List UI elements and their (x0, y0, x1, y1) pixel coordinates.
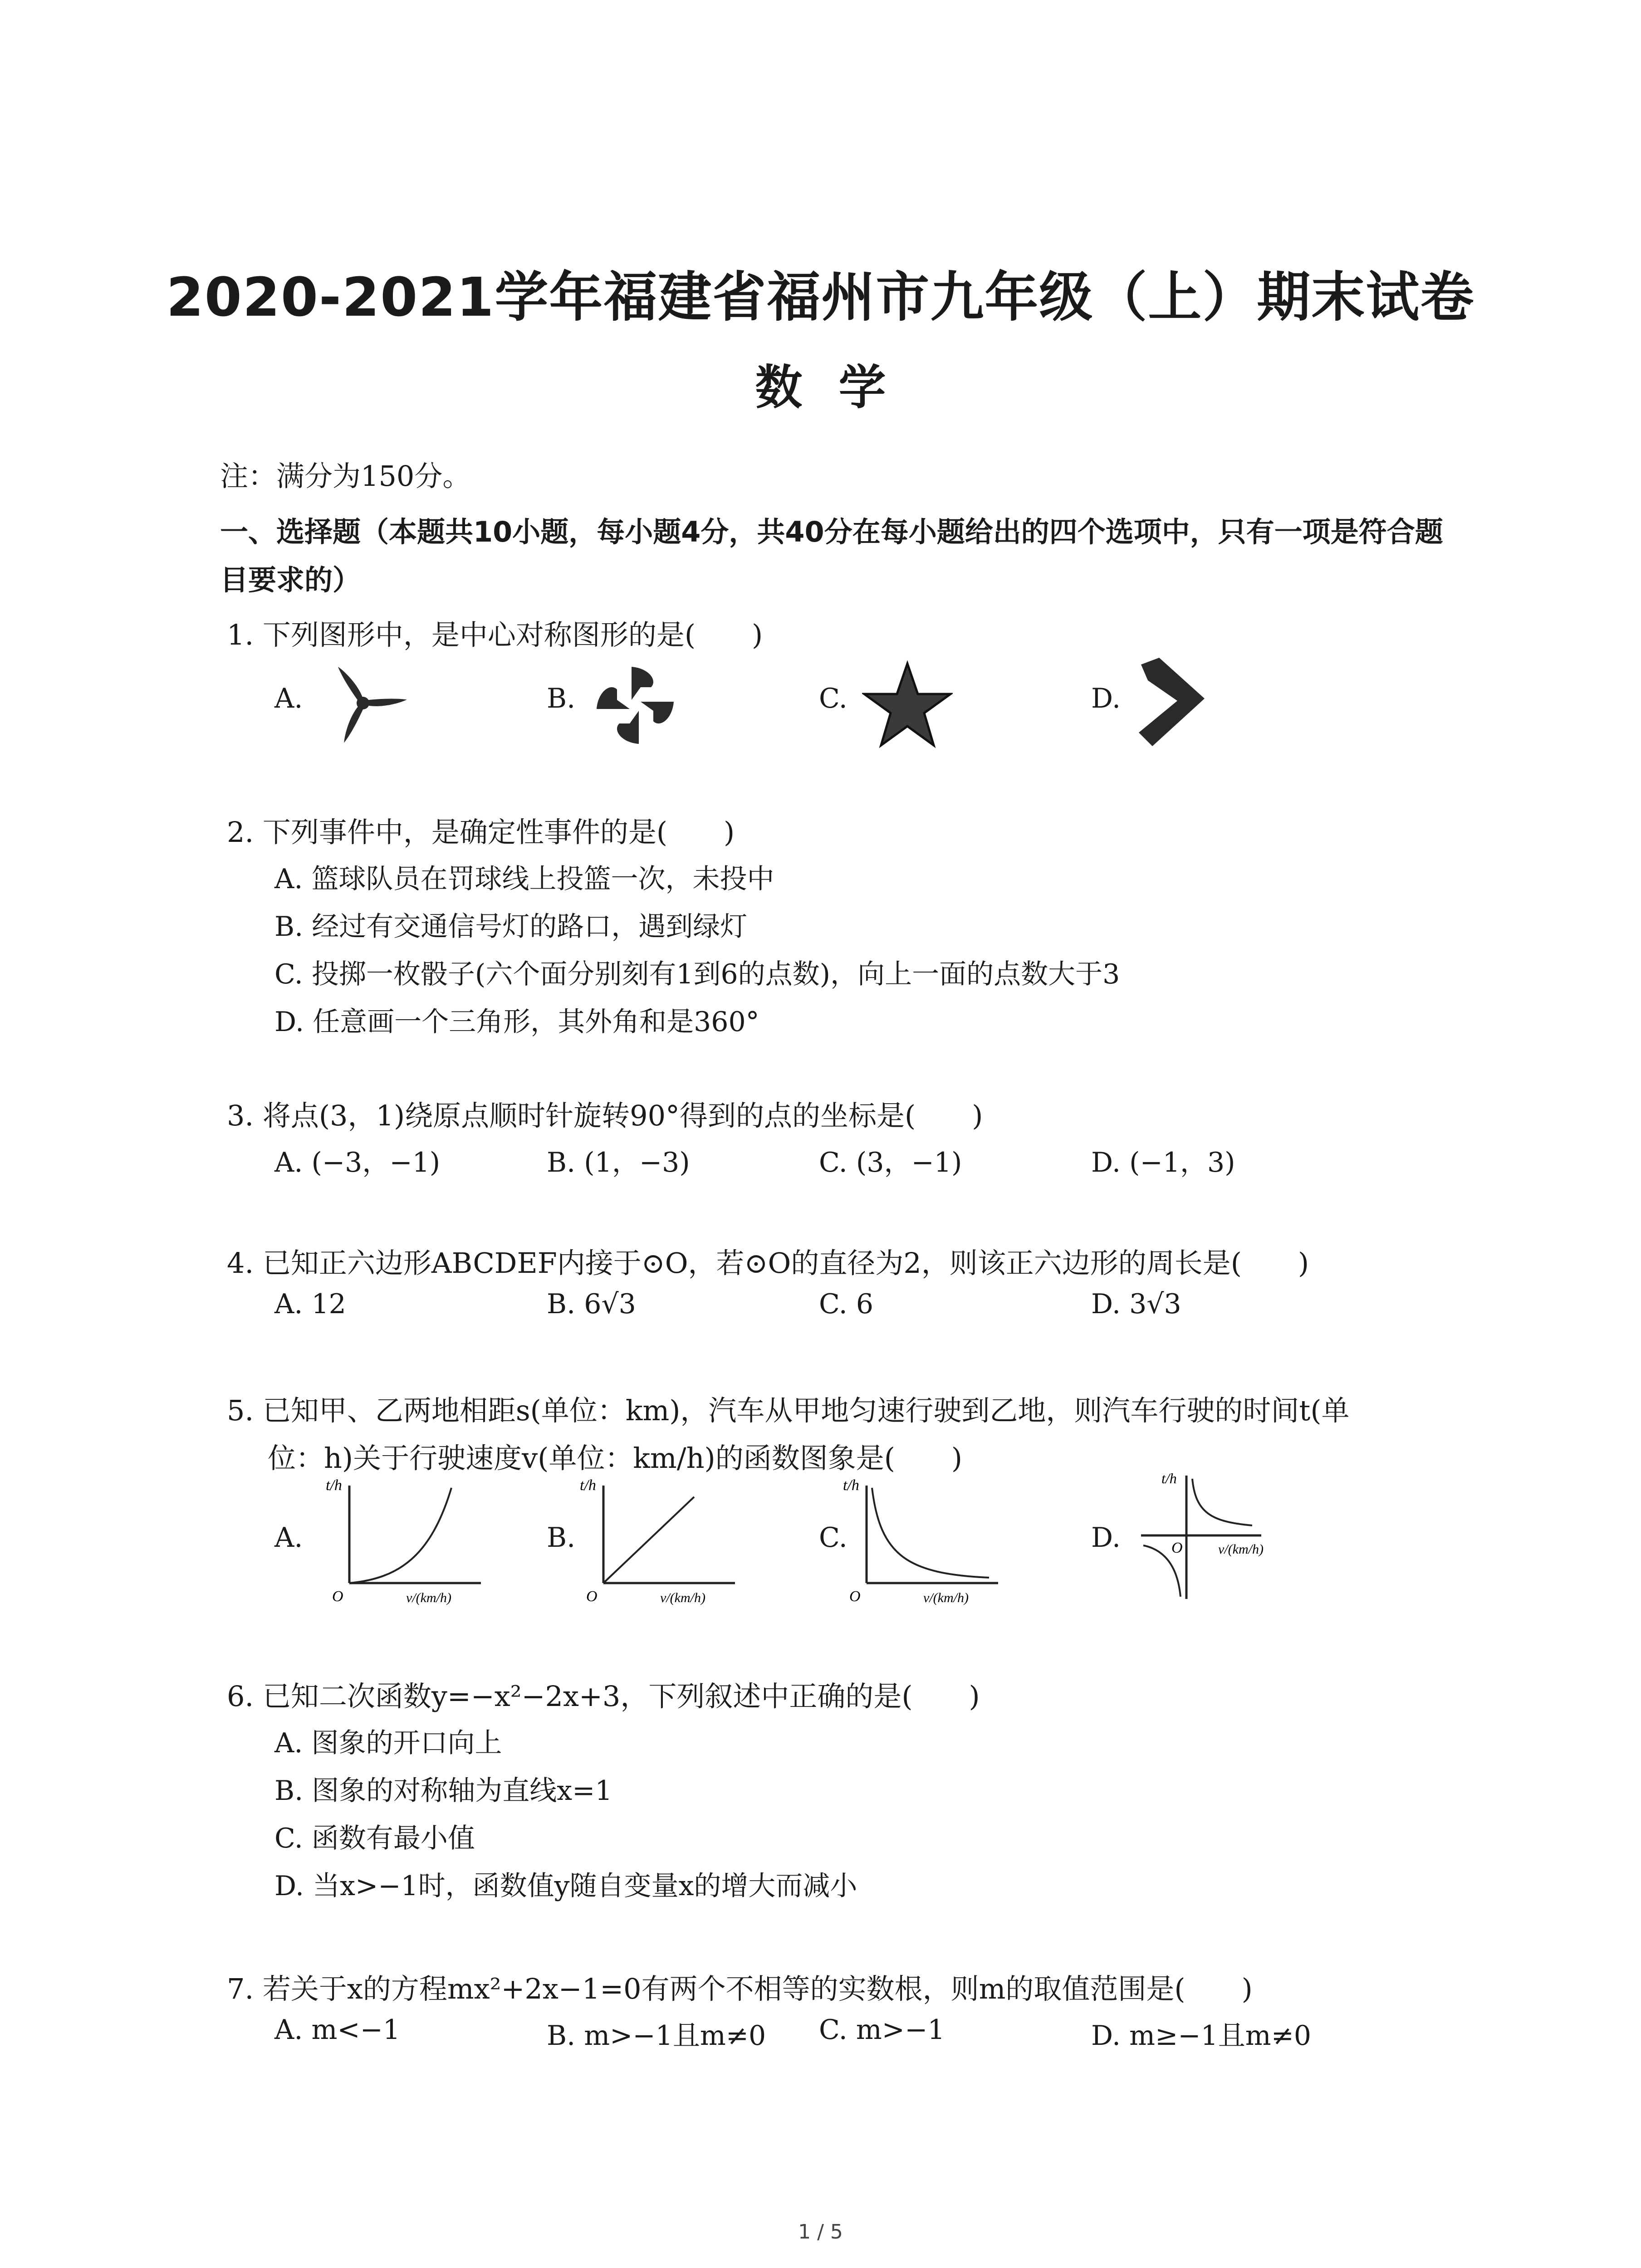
exam-title: 2020-2021学年福建省福州市九年级（上）期末试卷 (166, 266, 1475, 328)
question-3-option-d: D. (−1，3) (1091, 1147, 1235, 1178)
question-6-option-b: B. 图象的对称轴为直线x=1 (274, 1775, 612, 1807)
pinwheel-figure (590, 660, 681, 751)
question-3-option-b: B. (1，−3) (547, 1147, 690, 1178)
graph-a (322, 1470, 485, 1606)
graph-d-y-label: t/h (1161, 1470, 1177, 1486)
question-1-option-b: B. (547, 683, 576, 714)
question-6-option-a: A. 图象的开口向上 (274, 1727, 502, 1759)
question-7-option-b: B. m>−1且m≠0 (547, 2020, 766, 2052)
graph-b-origin: O (586, 1588, 598, 1605)
page-number: 1 / 5 (798, 2220, 843, 2244)
question-5-option-b: B. (547, 1522, 576, 1554)
section-heading: 一、选择题（本题共10小题，每小题4分，共40分在每小题给出的四个选项中，只有一项是符合题目要求的） (220, 515, 1443, 596)
question-4-option-a: A. 12 (274, 1288, 346, 1320)
graph-d (1134, 1467, 1298, 1603)
question-5-stem-line-2: 位：h)关于行驶速度v(单位：km/h)的函数图象是( ) (268, 1442, 963, 1475)
question-1-stem: 1. 下列图形中，是中心对称图形的是( ) (227, 618, 763, 651)
question-5-stem-line-1: 5. 已知甲、乙两地相距s(单位：km)，汽车从甲地匀速行驶到乙地，则汽车行驶的时间t(单 (227, 1394, 1350, 1427)
question-3-option-a: A. (−3，−1) (274, 1147, 441, 1178)
question-1-option-c: C. (819, 683, 847, 714)
graph-a-origin: O (332, 1588, 343, 1605)
exam-subject: 数学 (755, 360, 922, 415)
graph-a-y-label: t/h (326, 1477, 342, 1494)
question-1-option-d: D. (1091, 683, 1121, 714)
question-4-option-c: C. 6 (819, 1288, 874, 1320)
question-2-stem: 2. 下列事件中，是确定性事件的是( ) (227, 816, 735, 849)
graph-d-x-label: v/(km/h) (1218, 1542, 1264, 1557)
question-7-option-d: D. m≥−1且m≠0 (1091, 2020, 1312, 2052)
graph-d-origin: O (1171, 1540, 1183, 1556)
question-2-option-d: D. 任意画一个三角形，其外角和是360° (274, 1006, 759, 1038)
question-2-option-b: B. 经过有交通信号灯的路口，遇到绿灯 (274, 911, 748, 943)
graph-b-x-label: v/(km/h) (660, 1590, 705, 1605)
graph-b-y-label: t/h (580, 1477, 596, 1494)
question-4-option-d: D. 3√3 (1091, 1288, 1181, 1320)
graph-b (576, 1470, 740, 1606)
question-3-option-c: C. (3，−1) (819, 1147, 962, 1178)
question-4-stem: 4. 已知正六边形ABCDEF内接于⊙O，若⊙O的直径为2，则该正六边形的周长是( ) (227, 1246, 1309, 1280)
graph-c (839, 1470, 1003, 1606)
star-figure (862, 660, 953, 751)
chevron-figure (1134, 655, 1211, 751)
question-6-option-c: C. 函数有最小值 (274, 1823, 475, 1854)
question-7-stem: 7. 若关于x的方程mx²+2x−1=0有两个不相等的实数根，则m的取值范围是( ) (227, 1972, 1253, 2005)
question-6-option-d: D. 当x>−1时，函数值y随自变量x的增大而减小 (274, 1870, 857, 1902)
score-note: 注：满分为150分。 (220, 459, 471, 493)
graph-a-x-label: v/(km/h) (406, 1590, 451, 1605)
question-2-option-a: A. 篮球队员在罚球线上投篮一次，未投中 (274, 863, 774, 895)
question-3-stem: 3. 将点(3，1)绕原点顺时针旋转90°得到的点的坐标是( ) (227, 1099, 983, 1132)
graph-c-x-label: v/(km/h) (923, 1590, 969, 1605)
question-5-option-d: D. (1091, 1522, 1121, 1554)
question-6-stem: 6. 已知二次函数y=−x²−2x+3，下列叙述中正确的是( ) (227, 1680, 980, 1713)
propeller-figure (318, 658, 408, 748)
question-4-option-b: B. 6√3 (547, 1288, 636, 1320)
question-5-option-a: A. (274, 1522, 303, 1554)
graph-c-y-label: t/h (843, 1477, 859, 1494)
question-2-option-c: C. 投掷一枚骰子(六个面分别刻有1到6的点数)，向上一面的点数大于3 (274, 958, 1120, 990)
question-5-option-c: C. (819, 1522, 847, 1554)
graph-c-origin: O (849, 1588, 861, 1605)
question-7-option-c: C. m>−1 (819, 2014, 945, 2046)
question-7-option-a: A. m<−1 (274, 2014, 401, 2046)
question-1-option-a: A. (274, 683, 303, 714)
